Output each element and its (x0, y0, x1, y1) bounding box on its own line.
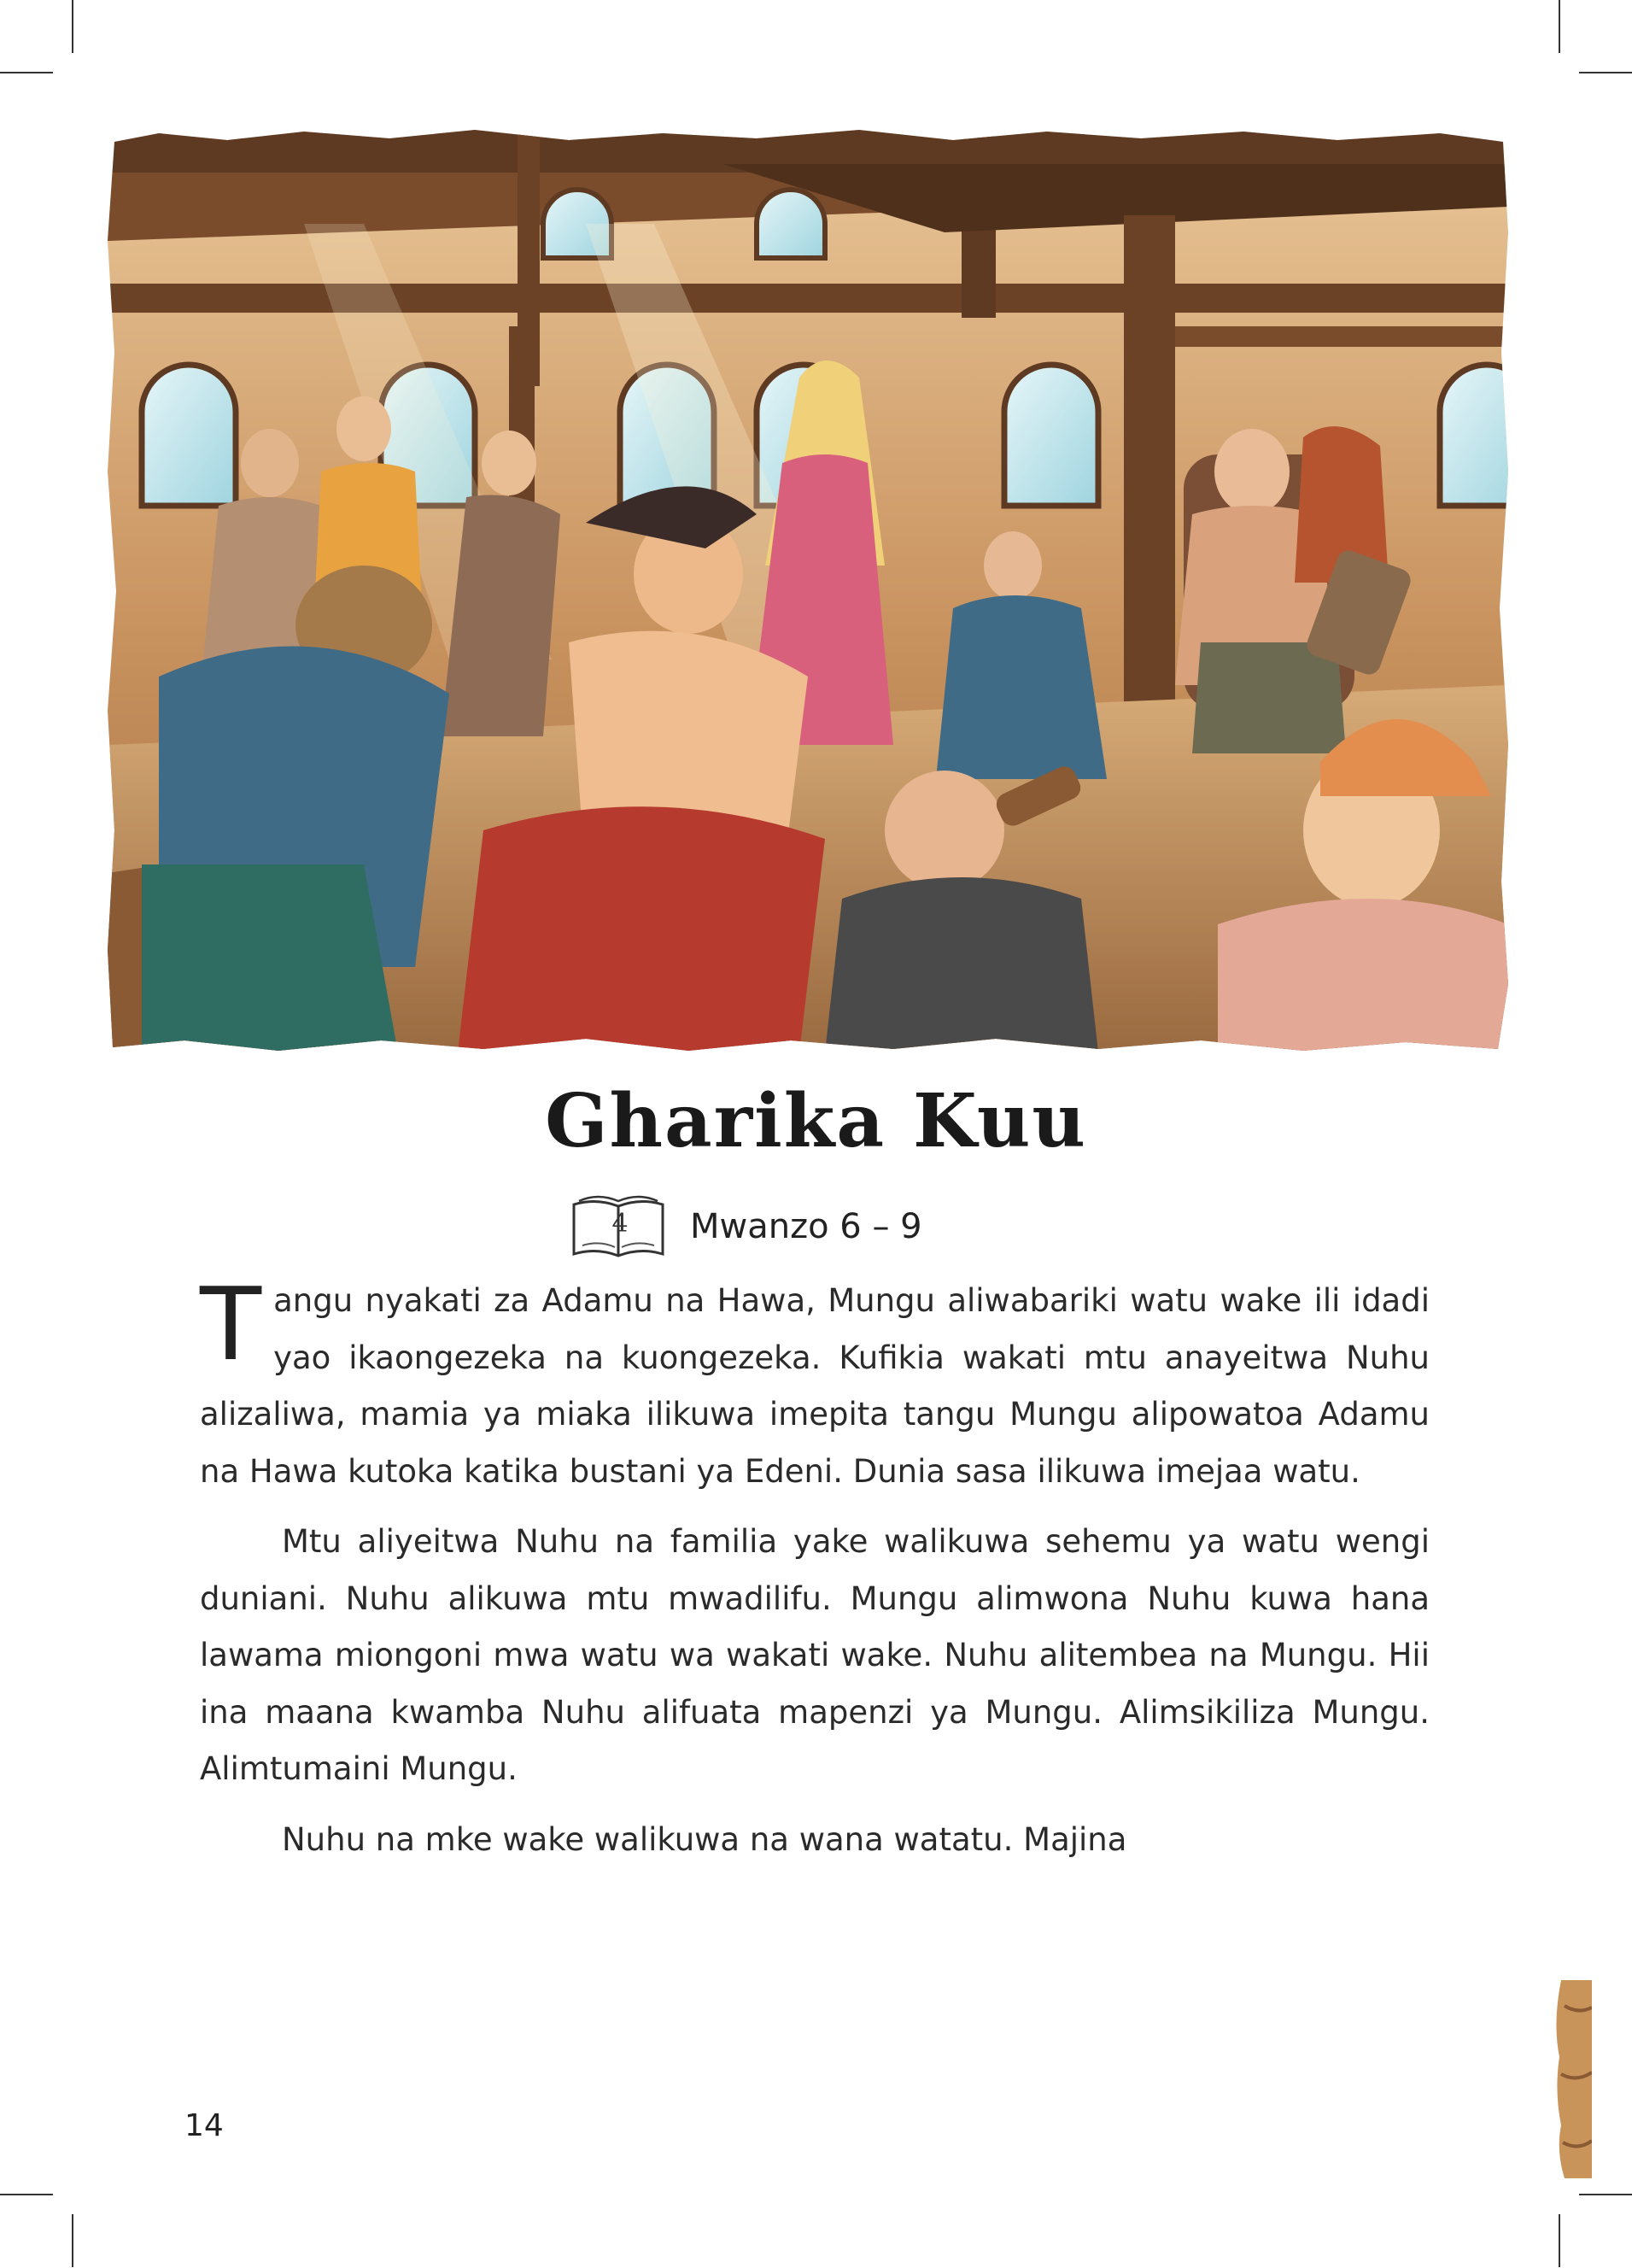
scripture-reference (570, 1186, 922, 1268)
crop-mark (1579, 2194, 1632, 2195)
chapter-number: 4 (611, 1209, 629, 1239)
feast-scene-illustration (108, 130, 1508, 1052)
book-icon (570, 1191, 666, 1263)
crop-mark (0, 72, 53, 73)
page-edge-tab (1553, 1980, 1592, 2178)
crop-mark (1559, 2214, 1560, 2267)
story-title: Gharika Kuu (545, 1078, 1087, 1164)
crop-mark (1579, 72, 1632, 73)
crop-mark (72, 2214, 73, 2267)
reference-text: Mwanzo 6 – 9 (690, 1207, 922, 1246)
page-number: 14 (184, 2108, 224, 2143)
crop-mark (0, 2194, 53, 2195)
paragraph-1-text: angu nyakati za Adamu na Hawa, Mungu aliwabariki watu wake ili idadi yao ikaongezeka na kuongezeka. Kufikia wakati mtu anayeitwa Nuhu alizaliwa, mamia ya miaka ilikuwa imepita tangu Mungu alipowatoa Adamu na Hawa kutoka katika bustani ya Edeni. Dunia sasa ilikuwa imejaa watu. (200, 1282, 1430, 1490)
crop-mark (1559, 0, 1560, 53)
paragraph-1 (200, 1265, 1430, 1500)
paragraph-2: Mtu aliyeitwa Nuhu na familia yake walikuwa sehemu ya watu wengi duniani. Nuhu alikuwa mtu mwadilifu. Mungu alimwona Nuhu kuwa hana lawama miongoni mwa watu wa wakati wake. Nuhu alitembea na Mungu. Hii ina maana kwamba Nuhu alifuata mapenzi ya Mungu. Alimsikiliza Mungu. Alimtumaini Mungu. (200, 1523, 1430, 1787)
story-body (200, 1265, 1430, 1882)
paragraph-3: Nuhu na mke wake walikuwa na wana watatu. Majina (282, 1820, 1127, 1858)
crop-mark (72, 0, 73, 53)
drop-cap: T (200, 1265, 262, 1383)
